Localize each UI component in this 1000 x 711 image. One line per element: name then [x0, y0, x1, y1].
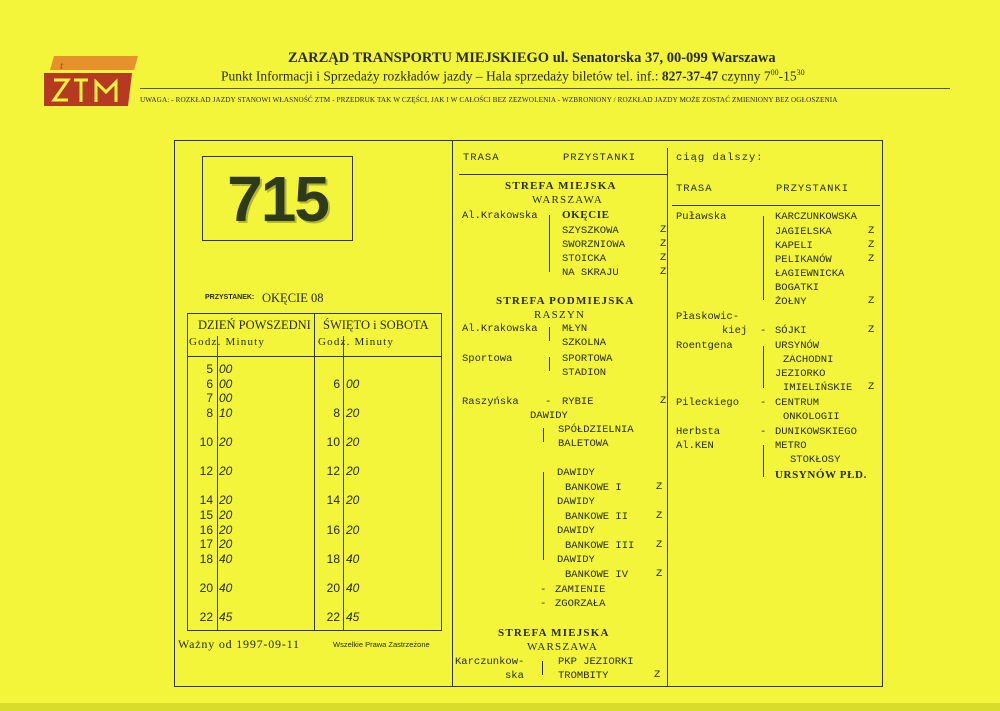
header-divider	[140, 88, 950, 89]
weekend-minutes: 20	[346, 493, 360, 507]
dash: -	[545, 396, 552, 408]
hours-header: Godz.	[189, 336, 222, 348]
stop-spoldzielnia: SPÓŁDZIELNIA	[558, 424, 634, 436]
request-stop-mark: Z	[656, 568, 663, 580]
stop-label: PRZYSTANEK:	[205, 294, 255, 301]
weekend-minutes: 00	[346, 377, 360, 391]
hour-minute-divider	[343, 336, 344, 631]
weekday-minutes: 40	[219, 581, 233, 595]
header-title: ZARZĄD TRANSPORTU MIEJSKIEGO ul. Senatorska 37, 00-099 Warszawa	[288, 50, 776, 66]
weekday-hour: 15	[199, 508, 213, 522]
request-stop-mark: Z	[868, 324, 875, 336]
listing-header-trasa: TRASA	[463, 152, 500, 164]
stop-stoicka: STOICKA	[562, 253, 607, 265]
minutes-header: Minuty	[225, 336, 266, 348]
stop-zgorzala: ZGORZAŁA	[555, 598, 606, 610]
hours-header: Godz.	[318, 336, 351, 348]
listing-header-rule	[459, 174, 667, 175]
stop-metro-stoklosy: METRO	[775, 440, 807, 452]
dash: -	[540, 598, 547, 610]
street-label: kiej	[722, 325, 748, 337]
route-bracket	[549, 357, 550, 371]
stop-stadion: STADION	[562, 367, 607, 379]
request-stop-mark: Z	[868, 381, 875, 393]
stop-centrum-onkologii: CENTRUM	[775, 397, 820, 409]
column-divider	[667, 148, 668, 687]
stop-lagiewnicka: ŁAGIEWNICKA	[775, 268, 845, 280]
weekend-hour: 22	[326, 610, 340, 624]
request-stop-mark: Z	[868, 225, 875, 237]
stop-zamienie: ZAMIENIE	[555, 584, 606, 596]
weekend-minutes: 20	[346, 523, 360, 537]
header-subtitle	[221, 68, 805, 85]
hours-open-minutes: 00	[770, 68, 779, 77]
stop-na-skraju: NA SKRAJU	[562, 267, 619, 279]
stop-ursynow-pld: URSYNÓW PŁD.	[775, 469, 867, 481]
weekday-minutes: 00	[219, 377, 233, 391]
stop-jeziorko-b: IMIELIŃSKIE	[783, 382, 853, 394]
weekend-hour: 18	[326, 552, 340, 566]
stop-dunikowskiego: DUNIKOWSKIEGO	[775, 426, 857, 438]
request-stop-mark: Z	[656, 510, 663, 522]
request-stop-mark: Z	[868, 239, 875, 251]
request-stop-mark: Z	[656, 481, 663, 493]
request-stop-mark: Z	[660, 252, 667, 264]
stop-pkp-jeziorki: PKP JEZIORKI	[558, 656, 634, 668]
zone-city-2-name: WARSZAWA	[527, 641, 599, 653]
dash: -	[760, 397, 767, 409]
weekend-minutes: 45	[346, 610, 360, 624]
route-number-box	[202, 156, 353, 241]
street-label: ska	[505, 670, 524, 682]
weekday-minutes: 20	[219, 493, 233, 507]
street-label: Al.Krakowska	[462, 323, 538, 335]
continued-label: ciąg dalszy:	[676, 152, 764, 164]
dash: -	[760, 325, 767, 337]
column-divider	[452, 140, 453, 687]
request-stop-mark: Z	[660, 238, 667, 250]
street-label: Al.KEN	[676, 440, 714, 452]
weekday-hour: 14	[199, 493, 213, 507]
weekend-hour: 12	[326, 464, 340, 478]
street-label: Herbsta	[676, 426, 721, 438]
stop-karczunkowska: KARCZUNKOWSKA	[775, 211, 857, 223]
listing-header-rule	[672, 205, 880, 206]
stop-dawidy-bankowe-4: DAWIDY	[557, 554, 595, 566]
weekend-minutes: 20	[346, 435, 360, 449]
weekend-hour: 8	[333, 406, 340, 420]
street-label: Sportowa	[462, 353, 513, 365]
stop-trombity: TROMBITY	[558, 670, 609, 682]
zone-suburb-name: RASZYN	[534, 309, 586, 321]
weekday-minutes: 20	[219, 435, 233, 449]
stop-jagielska: JAGIELSKA	[775, 226, 832, 238]
table-header-rule	[187, 356, 442, 357]
zone-suburb: STREFA PODMIEJSKA	[496, 295, 635, 307]
street-label: Roentgena	[676, 340, 733, 352]
zone-city: STREFA MIEJSKA	[505, 180, 617, 192]
stop-dawidy-bankowe-4-b: BANKOWE IV	[565, 569, 629, 581]
stop-dawidy-bankowe-2: DAWIDY	[557, 496, 595, 508]
street-label: Al.Krakowska	[462, 210, 538, 222]
listing-header-trasa: TRASA	[676, 183, 713, 195]
weekend-minutes: 40	[346, 552, 360, 566]
stop-sojki: SÓJKI	[775, 325, 807, 337]
street-label: Pileckiego	[676, 397, 740, 409]
weekend-minutes: 20	[346, 464, 360, 478]
stop-pelikanow: PELIKANÓW	[775, 254, 832, 266]
stop-szyszkowa: SZYSZKOWA	[562, 225, 619, 237]
street-label: Raszyńska	[462, 396, 519, 408]
zone-city-2: STREFA MIEJSKA	[498, 627, 610, 639]
stop-kapeli: KAPELI	[775, 240, 813, 252]
weekend-hour: 6	[333, 377, 340, 391]
header-hours-text: czynny 7	[718, 68, 771, 84]
request-stop-mark: Z	[868, 253, 875, 265]
route-bracket	[549, 327, 550, 341]
street-label: Puławska	[676, 211, 727, 223]
hour-minute-divider	[217, 336, 218, 631]
route-bracket	[763, 216, 764, 300]
stop-okecie: OKĘCIE	[562, 209, 610, 221]
hours-close-minutes: 30	[796, 68, 805, 77]
weekday-minutes: 20	[219, 537, 233, 551]
header-info-text: Punkt Informacji i Sprzedaży rozkładów jazdy – Hala sprzedaży biletów tel. inf.:	[221, 68, 662, 84]
weekday-minutes: 10	[219, 406, 233, 420]
request-stop-mark: Z	[656, 539, 663, 551]
request-stop-mark: Z	[868, 295, 875, 307]
request-stop-mark: Z	[660, 224, 667, 236]
stop-centrum-onkologii-b: ONKOLOGII	[783, 411, 840, 423]
request-stop-mark: Z	[654, 669, 661, 681]
dash: -	[760, 426, 767, 438]
rights-reserved: Wszelkie Prawa Zastrzeżone	[333, 640, 430, 649]
weekend-hour: 14	[326, 493, 340, 507]
stop-ursynow-zachodni-b: ZACHODNI	[783, 354, 834, 366]
listing-header-przystanki: PRZYSTANKI	[563, 152, 637, 164]
header-phone: 827-37-47	[661, 68, 719, 84]
ztm-logo	[44, 56, 138, 106]
weekday-minutes: 00	[219, 362, 233, 376]
header-notice: UWAGA: - ROZKŁAD JAZDY STANOWI WŁASNOŚĆ ZTM - PRZEDRUK TAK W CZĘŚCI, JAK I W CAŁOŚCI BEZ ZEZWOLENIA - WZBRONIONY / ROZKŁAD JAZDY MOŻE ZOSTAĆ ZMIENIONY BEZ OGŁOSZENIA	[140, 96, 838, 104]
stop-name: OKĘCIE 08	[262, 291, 324, 305]
stop-zolny: ŻOŁNY	[775, 296, 807, 308]
stop-szkolna: SZKOLNA	[562, 337, 607, 349]
weekday-hour: 6	[206, 377, 213, 391]
weekday-hour: 5	[206, 362, 213, 376]
route-bracket	[542, 661, 543, 675]
route-bracket	[543, 428, 544, 442]
route-number: 715	[227, 162, 328, 235]
weekday-title: DZIEŃ POWSZEDNI	[198, 318, 311, 332]
route-bracket	[763, 445, 764, 477]
weekend-hour: 20	[326, 581, 340, 595]
route-bracket	[763, 346, 764, 388]
weekend-hour: 10	[326, 435, 340, 449]
weekday-minutes: 20	[219, 464, 233, 478]
weekday-column-headers	[189, 336, 265, 348]
route-bracket	[543, 472, 544, 560]
stop-bogatki: BOGATKI	[775, 282, 820, 294]
svg-text:t: t	[60, 60, 64, 72]
weekday-minutes: 20	[219, 508, 233, 522]
valid-from: Ważny od 1997-09-11	[178, 637, 300, 651]
stop-jeziorko: JEZIORKO	[775, 368, 826, 380]
weekday-minutes: 20	[219, 523, 233, 537]
weekday-hour: 17	[199, 537, 213, 551]
weekday-hour: 22	[199, 610, 213, 624]
scan-edge	[0, 703, 1000, 711]
stop-metro-stoklosy-b: STOKŁOSY	[790, 454, 841, 466]
stop-baletowa: BALETOWA	[558, 438, 609, 450]
stop-rybie: RYBIE	[562, 396, 594, 408]
dash: -	[540, 584, 547, 596]
weekday-hour: 7	[206, 391, 213, 405]
stop-sportowa: SPORTOWA	[562, 353, 613, 365]
stop-dawidy-bankowe-1-b: BANKOWE I	[565, 482, 622, 494]
weekday-minutes: 00	[219, 391, 233, 405]
stop-dawidy: DAWIDY	[530, 410, 568, 422]
weekday-hour: 20	[199, 581, 213, 595]
weekday-hour: 16	[199, 523, 213, 537]
weekend-column-headers	[318, 336, 394, 348]
weekend-title: ŚWIĘTO i SOBOTA	[323, 318, 429, 332]
route-bracket	[549, 215, 550, 272]
hours-close-text: -15	[778, 68, 797, 84]
weekday-hour: 8	[206, 406, 213, 420]
stop-dawidy-bankowe-3: DAWIDY	[557, 525, 595, 537]
street-label: Płaskowic-	[676, 311, 740, 323]
stop-sworzniowa: SWORZNIOWA	[562, 239, 626, 251]
minutes-header: Minuty	[354, 336, 395, 348]
zone-city-name: WARSZAWA	[532, 194, 604, 206]
stop-dawidy-bankowe-2-b: BANKOWE II	[565, 511, 629, 523]
table-divider	[314, 313, 315, 631]
stop-mlyn: MŁYN	[562, 323, 588, 335]
weekday-hour: 10	[199, 435, 213, 449]
weekend-minutes: 20	[346, 406, 360, 420]
street-label: Karczunkow-	[455, 656, 525, 668]
weekday-hour: 12	[199, 464, 213, 478]
stop-dawidy-bankowe-3-b: BANKOWE III	[565, 540, 635, 552]
request-stop-mark: Z	[660, 266, 667, 278]
stop-dawidy-bankowe-1: DAWIDY	[557, 467, 595, 479]
request-stop-mark: Z	[660, 395, 667, 407]
weekday-minutes: 40	[219, 552, 233, 566]
weekday-minutes: 45	[219, 610, 233, 624]
weekend-minutes: 40	[346, 581, 360, 595]
stop-ursynow-zachodni: URSYNÓW	[775, 340, 820, 352]
weekend-hour: 16	[326, 523, 340, 537]
weekday-hour: 18	[199, 552, 213, 566]
listing-header-przystanki: PRZYSTANKI	[776, 183, 850, 195]
